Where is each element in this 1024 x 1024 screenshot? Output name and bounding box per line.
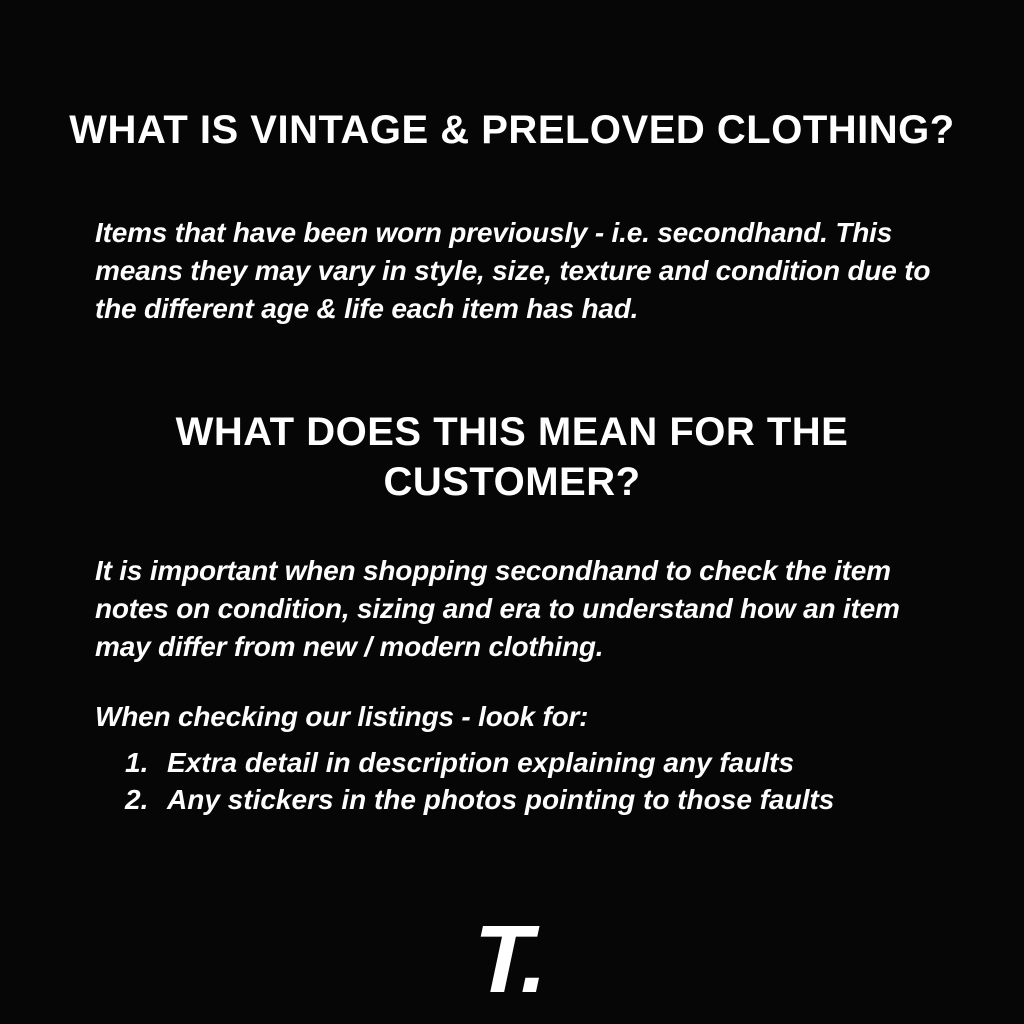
- listing-check-list: [125, 744, 925, 818]
- list-item-number: 2.: [125, 784, 149, 815]
- customer-paragraph: It is important when shopping secondhand to check the item notes on condition, sizing and era to understand how an item may differ from new / modern clothing.: [95, 555, 900, 662]
- list-item-text: Extra detail in description explaining any faults: [167, 747, 795, 778]
- list-item: [125, 744, 925, 781]
- brand-logo: T.: [463, 906, 561, 1013]
- listings-lead: When checking our listings - look for:: [95, 701, 589, 732]
- list-item-text: Any stickers in the photos pointing to those faults: [167, 784, 835, 815]
- intro-paragraph: Items that have been worn previously - i.e. secondhand. This means they may vary in style, size, texture and condition due to the different age & life each item has had.: [95, 217, 931, 324]
- list-item-number: 1.: [125, 747, 149, 778]
- main-heading: WHAT IS VINTAGE & PRELOVED CLOTHING?: [69, 107, 955, 152]
- list-item: [125, 781, 925, 818]
- customer-heading: WHAT DOES THIS MEAN FOR THE CUSTOMER?: [175, 410, 849, 505]
